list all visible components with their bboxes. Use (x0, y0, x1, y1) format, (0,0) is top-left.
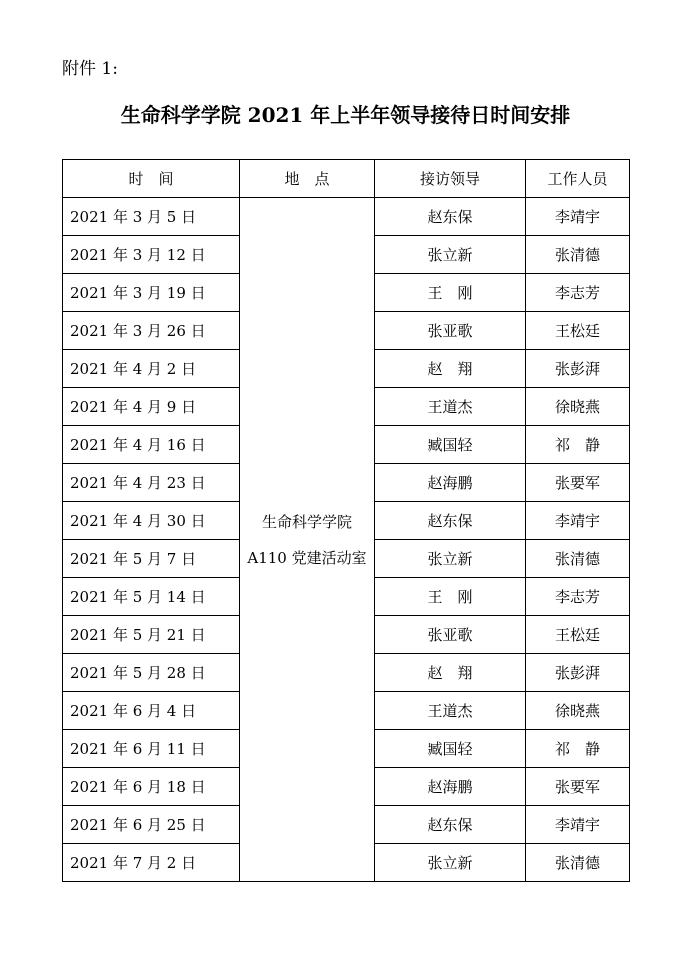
leader-cell: 赵东保 (375, 806, 526, 844)
date-cell: 2021 年 6 月 4 日 (63, 692, 240, 730)
date-cell: 2021 年 3 月 5 日 (63, 198, 240, 236)
location-name: 生命科学学院 (261, 512, 352, 531)
location-room: A110 党建活动室 (247, 548, 367, 567)
date-cell: 2021 年 5 月 7 日 (63, 540, 240, 578)
staff-cell: 徐晓燕 (526, 388, 630, 426)
leader-cell: 王道杰 (375, 388, 526, 426)
leader-cell: 王道杰 (375, 692, 526, 730)
header-row (63, 160, 630, 198)
date-cell: 2021 年 6 月 11 日 (63, 730, 240, 768)
schedule-body (63, 198, 630, 882)
staff-cell: 王松廷 (526, 312, 630, 350)
header-time: 时 间 (63, 160, 240, 198)
date-cell: 2021 年 6 月 25 日 (63, 806, 240, 844)
header-staff: 工作人员 (526, 160, 630, 198)
leader-cell: 赵 翔 (375, 654, 526, 692)
staff-cell: 李靖宇 (526, 806, 630, 844)
leader-cell: 赵 翔 (375, 350, 526, 388)
leader-cell: 赵东保 (375, 198, 526, 236)
date-cell: 2021 年 4 月 30 日 (63, 502, 240, 540)
leader-cell: 赵海鹏 (375, 464, 526, 502)
document-title: 生命科学学院 2021 年上半年领导接待日时间安排 (120, 103, 571, 127)
leader-cell: 张亚歌 (375, 312, 526, 350)
staff-cell: 张要军 (526, 768, 630, 806)
date-cell: 2021 年 3 月 19 日 (63, 274, 240, 312)
staff-cell: 祁 静 (526, 730, 630, 768)
date-cell: 2021 年 4 月 16 日 (63, 426, 240, 464)
leader-cell: 臧国轻 (375, 730, 526, 768)
staff-cell: 张要军 (526, 464, 630, 502)
staff-cell: 王松廷 (526, 616, 630, 654)
staff-cell: 张清德 (526, 844, 630, 882)
leader-cell: 王 刚 (375, 578, 526, 616)
date-cell: 2021 年 6 月 18 日 (63, 768, 240, 806)
date-cell: 2021 年 3 月 12 日 (63, 236, 240, 274)
leader-cell: 张立新 (375, 844, 526, 882)
staff-cell: 李靖宇 (526, 502, 630, 540)
staff-cell: 张彭湃 (526, 654, 630, 692)
date-cell: 2021 年 4 月 2 日 (63, 350, 240, 388)
staff-cell: 李志芳 (526, 274, 630, 312)
leader-cell: 赵海鹏 (375, 768, 526, 806)
date-cell: 2021 年 5 月 21 日 (63, 616, 240, 654)
date-cell: 2021 年 4 月 23 日 (63, 464, 240, 502)
schedule-table (62, 159, 630, 882)
table-row (63, 198, 630, 236)
date-cell: 2021 年 5 月 28 日 (63, 654, 240, 692)
staff-cell: 张清德 (526, 540, 630, 578)
staff-cell: 李靖宇 (526, 198, 630, 236)
date-cell: 2021 年 4 月 9 日 (63, 388, 240, 426)
staff-cell: 李志芳 (526, 578, 630, 616)
date-cell: 2021 年 7 月 2 日 (63, 844, 240, 882)
staff-cell: 张清德 (526, 236, 630, 274)
attachment-label: 附件 1: (62, 59, 118, 79)
leader-cell: 臧国轻 (375, 426, 526, 464)
header-leader: 接访领导 (375, 160, 526, 198)
header-location: 地 点 (240, 160, 375, 198)
leader-cell: 张立新 (375, 236, 526, 274)
staff-cell: 张彭湃 (526, 350, 630, 388)
staff-cell: 徐晓燕 (526, 692, 630, 730)
leader-cell: 张立新 (375, 540, 526, 578)
leader-cell: 赵东保 (375, 502, 526, 540)
staff-cell: 祁 静 (526, 426, 630, 464)
date-cell: 2021 年 5 月 14 日 (63, 578, 240, 616)
leader-cell: 王 刚 (375, 274, 526, 312)
date-cell: 2021 年 3 月 26 日 (63, 312, 240, 350)
location-cell (240, 198, 375, 882)
leader-cell: 张亚歌 (375, 616, 526, 654)
